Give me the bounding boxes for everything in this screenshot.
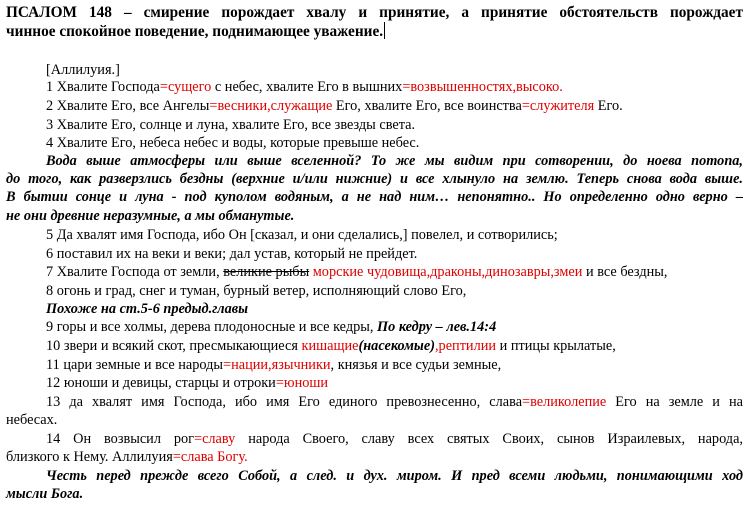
psalm-title-line-2-text: чинное спокойное поведение, поднимающее уважение. [6, 23, 384, 40]
verse-5: 5 Да хвалят имя Господа, ибо Он [сказал, и они сделались,] повелел, и сотворились; [46, 227, 558, 243]
verse-9 [46, 319, 496, 336]
psalm-title-line-1: ПСАЛОМ 148 – смирение порождает хвалу и принятие, а принятие обстоятельств порождает [6, 4, 743, 21]
verse-13-text-a: 13 да хвалят имя Господа, ибо имя Его единого превознесенно, слава [46, 394, 523, 410]
verse-14-text-b: народа Своего, славу всех святых Своих, сынов Израилевых, народа, [235, 431, 744, 447]
psalm-title-line-2 [6, 22, 385, 40]
verse-2-note-a: =весники,служащие [209, 98, 333, 114]
verse-11 [46, 357, 501, 374]
verse-14-note-a: =славу [194, 431, 236, 447]
verse-3: 3 Хвалите Его, солнце и луна, хвалите Его, все звезды света. [46, 117, 416, 133]
comment-2-line-2: мысли Бога. [6, 486, 84, 502]
text-cursor [384, 22, 385, 39]
verse-14-note-b: =слава Богу. [172, 449, 248, 465]
verse-1-text-b: с небес, хвалите Его в вышних [211, 79, 403, 95]
verse-2-note-b: =служителя [521, 98, 595, 114]
verse-12-note: =юноши [275, 375, 329, 391]
verse-7-struck-text: великие рыбы [223, 264, 310, 280]
verse-10-note-b: (насекомые) [358, 338, 435, 354]
verse-6: 6 поставил их на веки и веки; дал устав, который не прейдет. [46, 246, 418, 262]
verse-13-note: =великолепие [522, 394, 607, 410]
verse-1-text-a: 1 Хвалите Господа [46, 79, 160, 95]
comment-2-line-1: Честь перед прежде всего Собой, а след. и дух. миром. И пред всеми людьми, понимающими ход [46, 468, 743, 484]
hallelujah-line: [Аллилуия.] [46, 62, 120, 78]
comment-1-line-4: не они древние неразумные, а мы обманутые. [6, 208, 295, 224]
verse-10-text-a: 10 звери и всякий скот, пресмыкающиеся [46, 338, 302, 354]
verse-10 [46, 338, 616, 355]
note-similar-verses: Похоже на ст.5-6 предыд.главы [46, 301, 249, 317]
verse-11-text-a: 11 цари земные и все народы [46, 357, 224, 373]
verse-10-note-c: ,рептилии [434, 338, 497, 354]
verse-12 [46, 375, 328, 392]
verse-2 [46, 98, 623, 115]
verse-10-text-b: и птицы крылатые, [496, 338, 616, 354]
verse-8: 8 огонь и град, снег и туман, бурный ветер, исполняющий слово Его, [46, 283, 467, 299]
verse-14-line-1 [46, 431, 743, 448]
verse-7 [46, 264, 667, 281]
comment-1-line-3: В бытии сонце и луна - под куполом водяным, а не над ним… непонятно.. Но определенно одно верно – [6, 189, 743, 205]
verse-10-note-a: кишащие [301, 338, 359, 354]
verse-14-line-2 [6, 449, 248, 466]
verse-2-text-b: Его, хвалите Его, все воинства [332, 98, 522, 114]
verse-13-line-1 [46, 394, 743, 411]
verse-11-note: =нации,язычники [223, 357, 331, 373]
verse-2-text-c: Его. [594, 98, 623, 114]
verse-7-text-a: 7 Хвалите Господа от земли, [46, 264, 224, 280]
verse-2-text-a: 2 Хвалите Его, все Ангелы [46, 98, 210, 114]
verse-14-text-c: близкого к Нему. Аллилуия [6, 449, 173, 465]
verse-7-text-b: и все бездны, [582, 264, 668, 280]
verse-1-note-a: =сущего [159, 79, 212, 95]
verse-13-text-b: Его на земле и на [606, 394, 743, 410]
verse-14-text-a: 14 Он возвысил рог [46, 431, 195, 447]
verse-12-text: 12 юноши и девицы, старцы и отроки [46, 375, 276, 391]
verse-1-note-b: =возвышенностях,высоко. [402, 79, 563, 95]
verse-1 [46, 79, 563, 96]
comment-1-line-2: до того, как разверзлись бездны (верхние и/или нижние) и все хлынуло на землю. Теперь снова вода выше. [6, 171, 743, 187]
verse-4: 4 Хвалите Его, небеса небес и воды, которые превыше небес. [46, 135, 420, 151]
verse-9-note: По кедру – лев.14:4 [377, 319, 497, 335]
verse-11-text-b: , князья и все судьи земные, [330, 357, 502, 373]
comment-1-line-1: Вода выше атмосферы или выше вселенной? То же мы видим при сотворении, до ноева потопа, [46, 153, 743, 169]
verse-7-note: морские чудовища,драконы,динозавры,змеи [309, 264, 583, 280]
verse-9-text: 9 горы и все холмы, дерева плодоносные и все кедры, [46, 319, 378, 335]
verse-13-line-2: небесах. [6, 412, 58, 428]
